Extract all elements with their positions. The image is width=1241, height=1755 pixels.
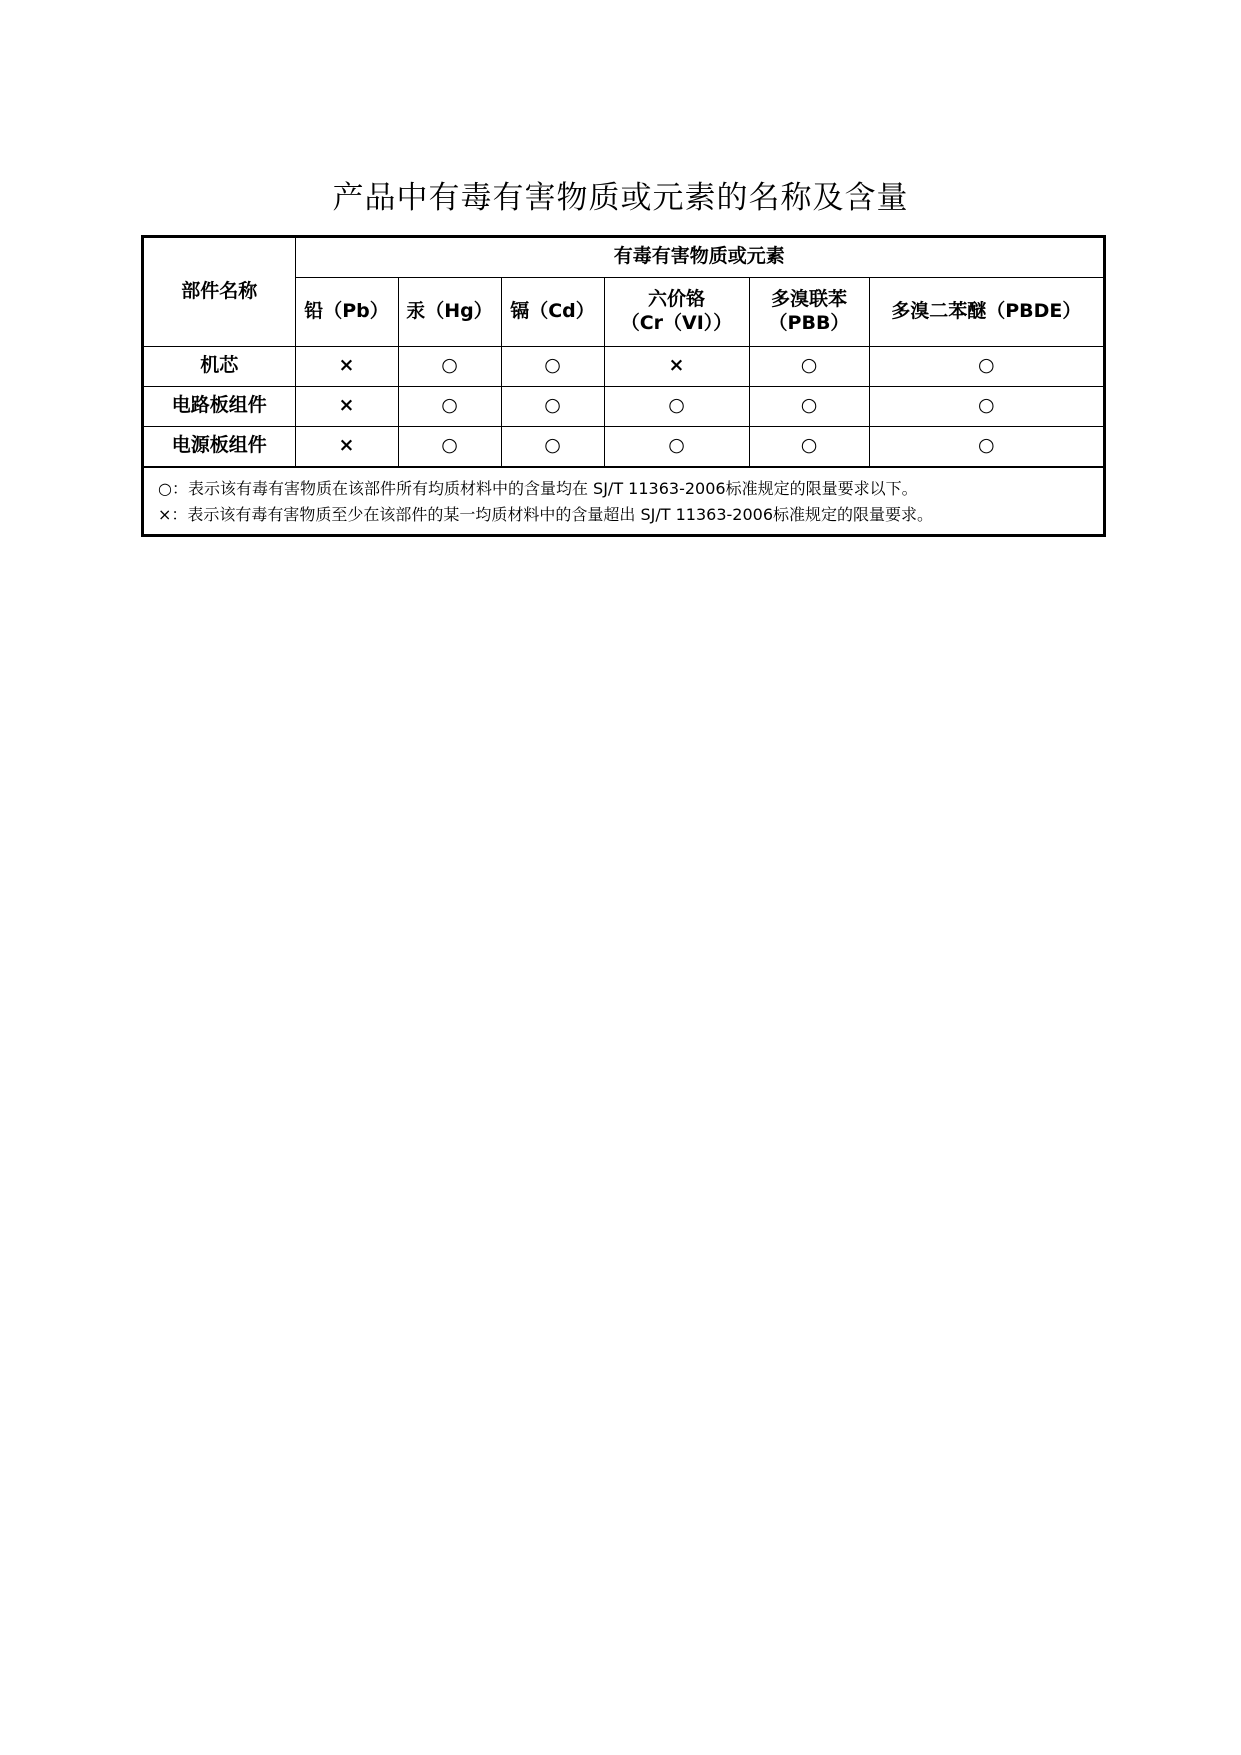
substance-header-line2: （Cr（VI）） bbox=[620, 311, 733, 334]
table-row bbox=[144, 386, 1103, 426]
mark-cell: ○ bbox=[749, 386, 869, 426]
table-row bbox=[144, 426, 1103, 466]
table-row bbox=[144, 346, 1103, 386]
substance-group-header: 有毒有害物质或元素 bbox=[295, 238, 1103, 277]
substance-header-chromium bbox=[604, 277, 749, 346]
substance-header-line1: 汞（Hg） bbox=[406, 299, 493, 322]
mark-cell: ○ bbox=[398, 426, 501, 466]
substance-header-line1: 多溴二苯醚（PBDE） bbox=[891, 299, 1082, 322]
mark-cell: × bbox=[604, 346, 749, 386]
substance-header-mercury bbox=[398, 277, 501, 346]
substance-header-line1: 镉（Cd） bbox=[510, 299, 595, 322]
substance-header-pbde bbox=[869, 277, 1103, 346]
part-name-cell: 电路板组件 bbox=[144, 386, 295, 426]
footnote-circle-meaning: ○：表示该有毒有害物质在该部件所有均质材料中的含量均在 SJ/T 11363-2006标准规定的限量要求以下。 bbox=[158, 478, 918, 498]
footnote-cross-meaning: ×：表示该有毒有害物质至少在该部件的某一均质材料中的含量超出 SJ/T 11363-2006标准规定的限量要求。 bbox=[158, 504, 934, 524]
mark-cell: ○ bbox=[869, 426, 1103, 466]
mark-cell: ○ bbox=[749, 426, 869, 466]
mark-cell: ○ bbox=[501, 386, 604, 426]
part-name-cell: 机芯 bbox=[144, 346, 295, 386]
substance-table bbox=[144, 238, 1103, 467]
mark-cell: × bbox=[295, 386, 398, 426]
mark-cell: ○ bbox=[398, 386, 501, 426]
mark-cell: ○ bbox=[869, 346, 1103, 386]
mark-cell: ○ bbox=[501, 346, 604, 386]
substance-header-line1: 铅（Pb） bbox=[304, 299, 389, 322]
document-title: 产品中有毒有害物质或元素的名称及含量 bbox=[332, 180, 909, 216]
substance-header-cadmium bbox=[501, 277, 604, 346]
part-name-cell: 电源板组件 bbox=[144, 426, 295, 466]
mark-cell: ○ bbox=[749, 346, 869, 386]
mark-cell: ○ bbox=[869, 386, 1103, 426]
mark-cell: ○ bbox=[398, 346, 501, 386]
substance-header-line2: （PBB） bbox=[768, 311, 850, 334]
substance-header-lead bbox=[295, 277, 398, 346]
substance-header-line1: 多溴联苯 bbox=[770, 287, 847, 310]
mark-cell: ○ bbox=[604, 426, 749, 466]
substance-header-line1: 六价铬 bbox=[647, 287, 705, 310]
mark-cell: ○ bbox=[604, 386, 749, 426]
substance-header-pbb bbox=[749, 277, 869, 346]
hazardous-substances-table bbox=[141, 235, 1106, 537]
mark-cell: × bbox=[295, 346, 398, 386]
mark-cell: × bbox=[295, 426, 398, 466]
part-name-header: 部件名称 bbox=[144, 238, 295, 346]
table-footnotes bbox=[144, 467, 1103, 534]
mark-cell: ○ bbox=[501, 426, 604, 466]
